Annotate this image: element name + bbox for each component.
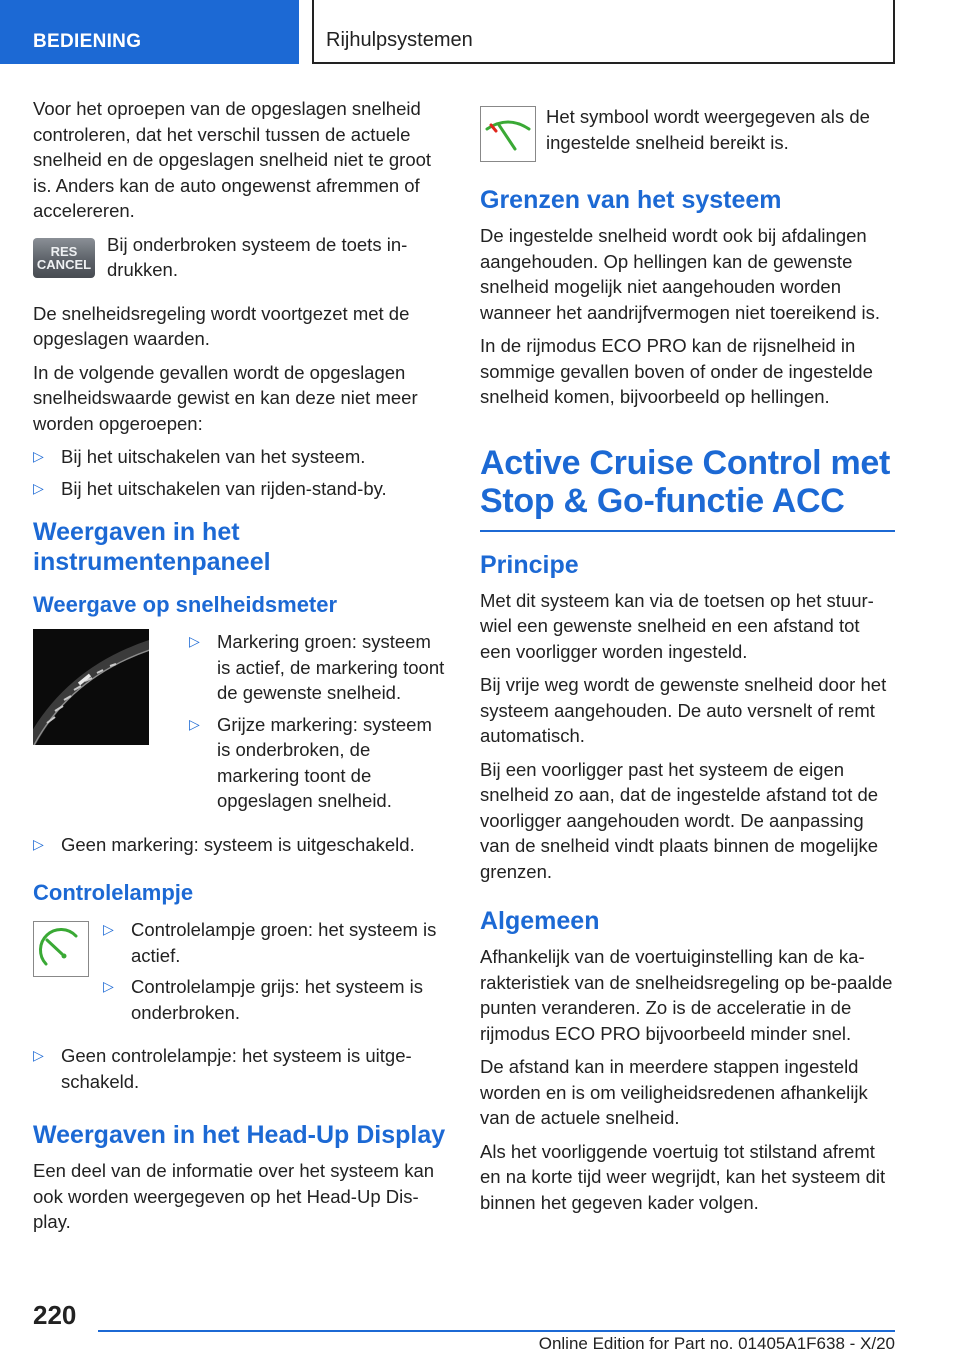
paragraph: In de volgende gevallen wordt de opgeslagen snelheidswaarde gewist en kan deze niet meer worden opgeroepen: (33, 361, 418, 434)
paragraph: Bij een voorligger past het systeem de eigen snelheid zo aan, dat de ingestelde afstand tot de voorligger aangehouden wordt. De aanpassing van de snelheid vindt plaats binnen de mogelijke grenzen. (480, 758, 879, 882)
bullet-list (33, 1043, 446, 1094)
section-heading: Principe (480, 550, 579, 579)
green-indicator-lamp-icon (33, 921, 89, 977)
paragraph: In de rijmodus ECO PRO kan de rijsnelheid in sommige gevallen boven of onder de ingestelde snelheid komen, bijvoorbeeld op hellingen. (480, 335, 873, 407)
res-cancel-row (33, 232, 446, 291)
paragraph: De afstand kan in meerdere stappen ingesteld worden en is om veiligheidsredenen afhankelijk van de actuele snelheid. (480, 1056, 868, 1128)
paragraph: De snelheidsregeling wordt voortgezet met de opgeslagen waarden. (33, 302, 410, 349)
section-label: BEDIENING (33, 31, 142, 52)
speedometer-marking-image (33, 629, 149, 745)
triangle-bullet-icon: ▷ (189, 715, 200, 732)
section-tab (0, 0, 299, 64)
section-heading: Algemeen (480, 907, 600, 935)
list-item: ▷ Geen markering: systeem is uitgeschakeld. (33, 832, 446, 858)
paragraph: Met dit systeem kan via de toetsen op het stuur-wiel een gewenste snelheid en een afstand tot een voorligger worden ingesteld. (480, 589, 874, 662)
triangle-bullet-icon: ▷ (33, 835, 44, 852)
paragraph: Afhankelijk van de voertuiginstelling kan de ka-rakteristiek van de snelheidsregeling op be-paalde punten veranderen. Zo is de acceleratie in de rijmodus ECO PRO bijvoorbeeld minder snel. (480, 946, 893, 1044)
list-item: ▷ Controlelampje groen: het systeem is actief. (103, 919, 437, 966)
triangle-bullet-icon: ▷ (103, 921, 114, 937)
subsection-heading: Controlelampje (33, 880, 194, 905)
footer-edition: Online Edition for Part no. 01405A1F638 - X/20 (538, 1334, 895, 1353)
section-heading: Weergaven in het instrumentenpaneel (33, 518, 271, 576)
symbol-text: Het symbool wordt weergegeven als de ingestelde snelheid bereikt is. (546, 106, 870, 153)
chapter-header (312, 0, 895, 64)
paragraph: Als het voorliggende voertuig tot stilstand afremt en na korte tijd weer wegrijdt, kan het systeem dit binnen het gegeven kader volgen. (480, 1140, 886, 1213)
triangle-bullet-icon: ▷ (33, 479, 44, 496)
indicator-list (103, 917, 446, 1025)
list-item: ▷ Bij het uitschakelen van het systeem. (33, 444, 446, 470)
section-heading: Grenzen van het systeem (480, 186, 782, 214)
heading-rule (480, 530, 895, 532)
paragraph: Een deel van de informatie over het systeem kan ook worden weergegeven op het Head-Up Dis-play. (33, 1160, 435, 1232)
chapter-heading: Active Cruise Control met Stop & Go-functie ACC (480, 443, 891, 520)
footer-rule (98, 1330, 895, 1332)
res-cancel-text: Bij onderbroken systeem de toets in-drukken. (107, 233, 408, 280)
subsection-heading: Weergave op snelheidsmeter (33, 592, 338, 617)
triangle-bullet-icon: ▷ (33, 1047, 44, 1063)
speedometer-row (33, 629, 446, 822)
paragraph: Bij vrije weg wordt de gewenste snelheid door het systeem aangehouden. De auto versnelt of remt automatisch. (480, 674, 887, 746)
section-heading: Weergaven in het Head-Up Display (33, 1121, 446, 1149)
left-column (33, 96, 446, 1243)
set-speed-reached-icon (480, 106, 536, 162)
right-column (480, 104, 895, 1223)
list-item: ▷ Controlelampje grijs: het systeem is onderbroken. (103, 976, 423, 1023)
list-item: ▷ Grijze markering: systeem is onderbroken, de markering toont de opgeslagen snelheid. (189, 713, 432, 811)
triangle-bullet-icon: ▷ (33, 448, 44, 464)
paragraph: Voor het oproepen van de opgeslagen snelheid controleren, dat het verschil tussen de actuele snelheid en de opgeslagen snelheid niet te groot is. Anders kan de auto ongewenst afremmen of accelereren. (33, 98, 432, 221)
indicator-row (33, 917, 446, 1033)
bullet-list (33, 444, 446, 501)
res-cancel-button-icon: RES CANCEL (33, 238, 95, 278)
list-item: ▷ Markering groen: systeem is actief, de markering toont de gewenste snelheid. (189, 631, 445, 703)
triangle-bullet-icon: ▷ (189, 633, 200, 649)
list-item: ▷ Geen controlelampje: het systeem is uitge-schakeld. (33, 1045, 412, 1092)
speedometer-list (189, 629, 446, 814)
page-number: 220 (33, 1300, 77, 1330)
triangle-bullet-icon: ▷ (103, 978, 114, 994)
symbol-row (480, 104, 895, 163)
paragraph: De ingestelde snelheid wordt ook bij afdalingen aangehouden. Op hellingen kan de gewenste snelheid mogelijk niet aangehouden worden wanneer het aandrijfvermogen niet toereikend is. (480, 225, 881, 323)
chapter-title: Rijhulpsystemen (326, 29, 473, 51)
bullet-list (33, 832, 446, 858)
list-item: ▷ Bij het uitschakelen van rijden-stand-by. (33, 476, 446, 502)
